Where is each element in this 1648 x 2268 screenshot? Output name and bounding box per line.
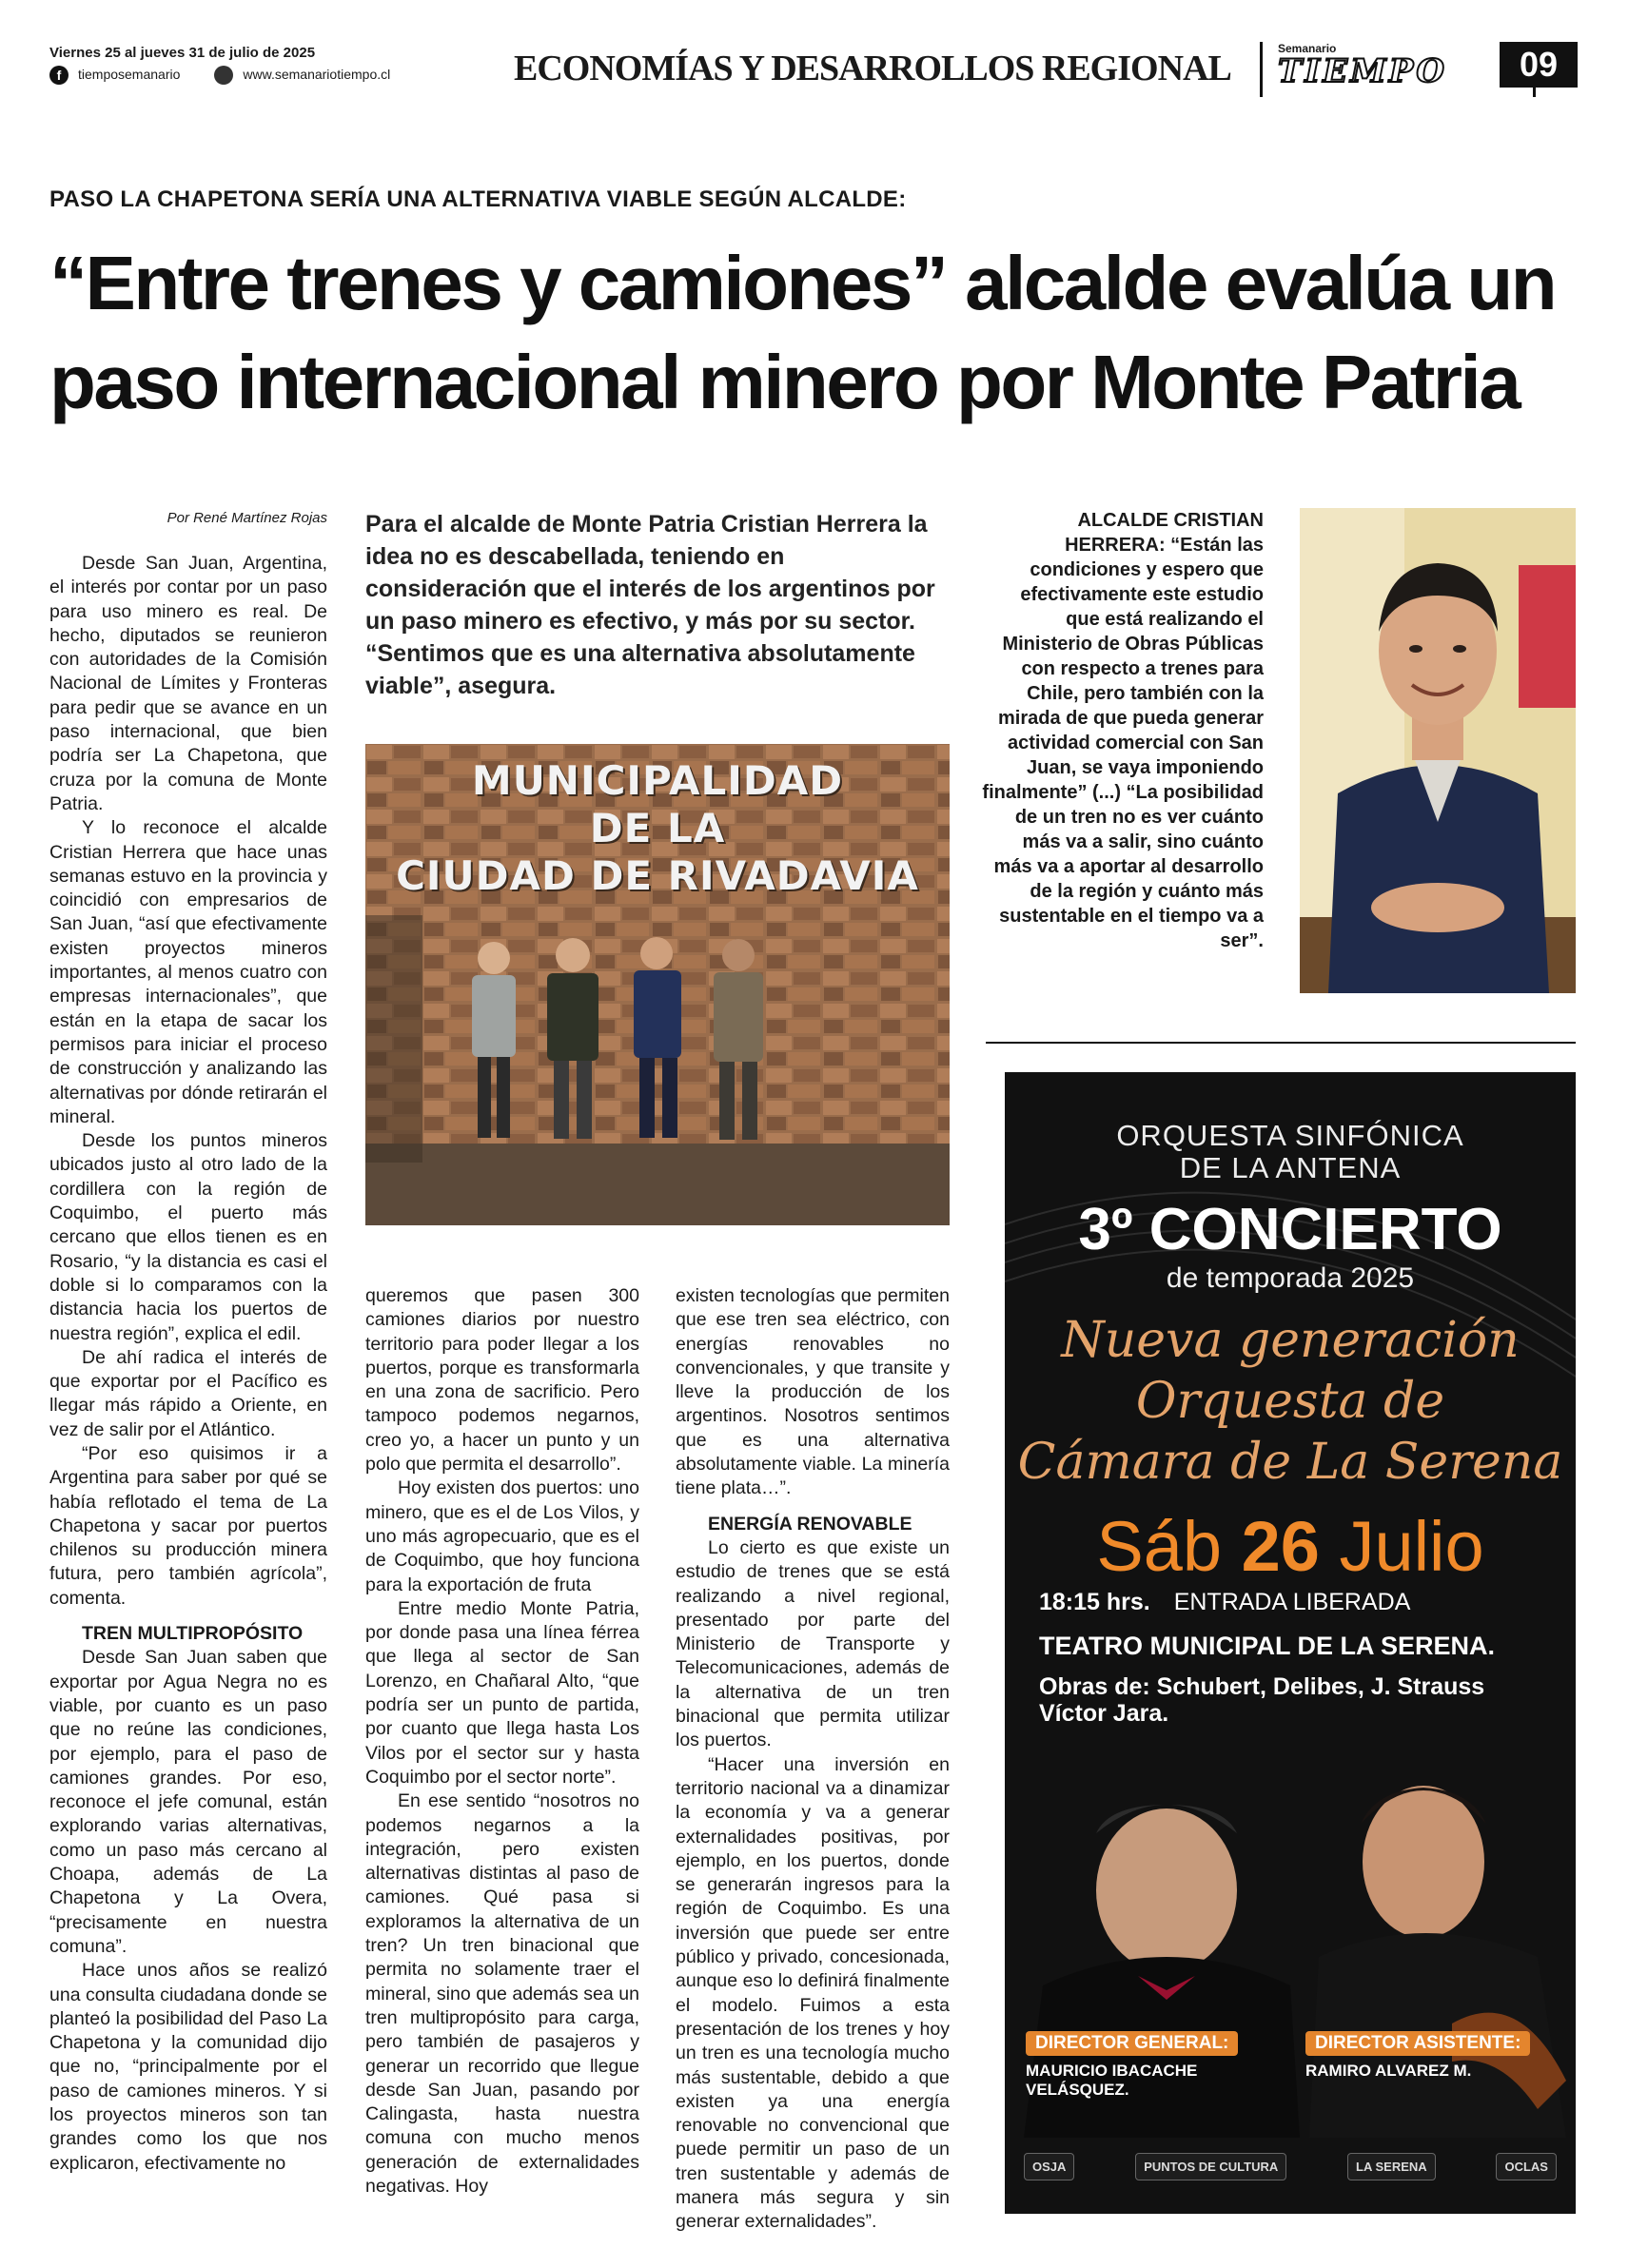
article-column-2 (365, 1284, 639, 2199)
subheading: TREN MULTIPROPÓSITO (82, 1623, 304, 1645)
sponsor-logo-la-serena: LA SERENA (1347, 2153, 1436, 2180)
page-number: 09 (1500, 42, 1578, 88)
director-name: MAURICIO IBACACHE VELÁSQUEZ. (1026, 2062, 1198, 2099)
section-title: ECONOMÍAS Y DESARROLLOS REGIONAL (514, 49, 1231, 88)
ad-season: de temporada 2025 (1166, 1262, 1415, 1294)
ad-day: Sáb (1096, 1507, 1223, 1586)
byline: Por René Martínez Rojas (167, 510, 327, 526)
mayor-portrait (1300, 508, 1576, 993)
brand-logo (1260, 42, 1536, 97)
paragraph: Hace unos años se realizó una consulta ciudadana donde se planteó la posibilidad del Paso La Chapetona y la comunidad dijo que no, “principalmente por el paso de camiones mineros. Y si los proyectos mineros son tan grandes como los que nos explicaron, efectivamente no (49, 1960, 327, 2174)
paragraph: queremos que pasen 300 camiones diarios por nuestro territorio para poder llegar a los puertos, porque es transformarla en una zona de sacrificio. Pero tampoco podemos negarnos, creo yo, a hacer un punto y un polo que permita el desarrollo”. (365, 1285, 639, 1476)
sponsor-logo-osja: OSJA (1024, 2153, 1074, 2180)
paragraph: Desde San Juan, Argentina, el interés por contar por un paso para uso minero es real. De hecho, diputados se reunieron con autoridades de la Comisión Nacional de Límites y Fronteras para pedir que se avance en un paso internacional, que bien podría ser La Chapetona, que cruza por la comuna de Monte Patria. (49, 553, 327, 814)
sponsor-logos (1024, 2138, 1557, 2195)
brand-name: TIEMPO (1278, 52, 1447, 90)
ad-time: 18:15 hrs. (1039, 1589, 1150, 1615)
ad-concert-title: 3º CONCIERTO (1078, 1197, 1502, 1262)
concert-advertisement[interactable] (1005, 1072, 1576, 2214)
paragraph: existen tecnologías que permiten que ese tren sea eléctrico, con energías renovables no convencionales, y que transite y lleve la producción de los argentinos. Nosotros sentimos que es una alternativa absolutamente viable. La minería tiene plata…”. (676, 1285, 950, 1499)
article-kicker: PASO LA CHAPETONA SERÍA UNA ALTERNATIVA VIABLE SEGÚN ALCALDE: (49, 186, 907, 212)
website-link[interactable]: www.semanariotiempo.cl (243, 67, 391, 82)
brand-small: Semanario (1278, 42, 1337, 55)
paragraph: “Por eso quisimos ir a Argentina para saber por qué se había reflotado el tema de La Chapetona y sacar por puertos chilenos su producción minera futura, pero también agrícola”, comenta. (49, 1442, 327, 1609)
paragraph: Lo cierto es que existe un estudio de trenes que se está realizando a nivel regional, presentado por parte del Ministerio de Transporte y Telecomunicaciones, además de la alternativa de un tren binacional que permita utilizar los puertos. (676, 1536, 950, 1751)
ad-line: DE LA ANTENA (1179, 1151, 1402, 1184)
facebook-handle: tiemposemanario (78, 67, 181, 82)
mayor-quote: ALCALDE CRISTIAN HERRERA: “Están las condiciones y espero que efectivamente este estudio que está realizando el Ministerio de Obras Públicas con respecto a trenes para Chile, pero también con la mirada de que pueda generar actividad comercial con San Juan, se vaya imponiendo finalmente” (...) “La posibilidad de un tren no es ver cuánto más va a salir, sino cuánto más va a aportar al desarrollo de la región y cuánto más sustentable en el tiempo va a ser”. (982, 510, 1264, 951)
ad-assistant (1305, 2031, 1530, 2081)
paragraph: “Hacer una inversión en territorio nacional va a dinamizar la economía y va a generar externalidades positivas, por ejemplo, en los puertos, donde se generarán ingresos para la región de Coquimbo. Es una inversión que puede ser entre público y privado, concesionada, aunque eso lo definirá finalmente el modelo. Fuimos a esta presentación de los trenes y hoy un tren es una tecnología mucho más sustentable, debido a que existen ya una energía renovable no convencional que puede permitir un paso de un tren sustentable y además de manera más segura y sin generar externalidades”. (676, 1753, 950, 2233)
page-header (49, 42, 1578, 97)
website-icon (214, 66, 233, 85)
paragraph: De ahí radica el interés de que exportar por el Pacífico es llegar más rápido a Oriente, en vez de salir por el Atlántico. (49, 1346, 327, 1440)
article-column-1 (49, 552, 327, 2176)
ad-month: Julio (1339, 1507, 1484, 1586)
group-photo (365, 744, 950, 1225)
ad-script-title (1005, 1310, 1576, 1493)
ad-director (1026, 2031, 1254, 2100)
paragraph: En ese sentido “nosotros no podemos negarnos a la integración, pero existen alternativas distintas al paso de camiones. Qué pasa si exploramos la alternativa de un tren? Un tren binacional que permita no solamente traer el mineral, sino que además sea un tren multipropósito para carga, pero también de pasajeros y generar un recorrido que llegue desde San Juan, pasando por Calingasta, hasta nuestra comuna con mucho menos generación de externalidades negativas. Hoy (365, 1790, 639, 2197)
sponsor-logo-puntos-cultura: PUNTOS DE CULTURA (1135, 2153, 1286, 2180)
issue-date: Viernes 25 al jueves 31 de julio de 2025 (49, 45, 316, 61)
sponsor-logo-oclas: OCLAS (1496, 2153, 1557, 2180)
ad-details (1039, 1586, 1553, 1727)
ad-day-number: 26 (1241, 1507, 1320, 1586)
paragraph: Desde los puntos mineros ubicados justo al otro lado de la cordillera con la región de Coquimbo, el puerto más cercano que ellos tienen es en Rosario, “y la distancia es casi el doble si lo comparamos con la distancia hacia los puertos de nuestra región”, explica el edil. (49, 1130, 327, 1344)
ad-date (1005, 1506, 1576, 1587)
assistant-label: DIRECTOR ASISTENTE: (1305, 2031, 1530, 2056)
script-line: Cámara de La Serena (1017, 1434, 1563, 1491)
sign-line: DE LA (589, 805, 726, 851)
paragraph: Hoy existen dos puertos: uno minero, que es el de Los Vilos, y uno más agropecuario, que es el de Coquimbo, que hoy funciona para la exportación de fruta (365, 1477, 639, 1595)
article-column-3 (676, 1284, 950, 2235)
ad-entry: ENTRADA LIBERADA (1173, 1589, 1411, 1615)
divider (986, 1042, 1576, 1044)
script-line: Nueva generación (1061, 1312, 1520, 1369)
assistant-figure (1309, 1786, 1566, 2138)
ad-orchestra-name (1005, 1120, 1576, 1184)
paragraph: Desde San Juan saben que exportar por Agua Negra no es viable, por cuanto es un paso que no reúne las condiciones, por ejemplo, para el paso de camiones grandes. Por eso, reconoce el jefe comunal, están explorando varias alternativas, como un paso más cercano al Choapa, además de La Chapetona y La Overa, “precisamente en nuestra comuna”. (49, 1647, 327, 1957)
director-label: DIRECTOR GENERAL: (1026, 2031, 1238, 2056)
ad-line: ORQUESTA SINFÓNICA (1116, 1119, 1464, 1152)
mayor-portrait-illustration (1300, 508, 1576, 993)
sign-line: MUNICIPALIDAD (471, 757, 844, 804)
article-lead: Para el alcalde de Monte Patria Cristian Herrera la idea no es descabellada, teniendo en consideración que el interés de los argentinos por un paso minero es efectivo, y más por su sector. “Sentimos que es una alternativa absolutamente viable”, asegura. (365, 511, 935, 699)
header-meta (49, 42, 449, 86)
ad-works: Obras de: Schubert, Delibes, J. Strauss Víctor Jara. (1039, 1673, 1485, 1727)
paragraph: Y lo reconoce el alcalde Cristian Herrera que hace unas semanas estuvo en la provincia y coincidió con empresarios de San Juan, “así que efectivamente existen proyectos mineros importantes, al menos cuatro con empresas internacionales”, que están en la etapa de sacar los permisos para iniciar el proceso de construcción y analizando las alternativas por dónde retirarán el mineral. (49, 817, 327, 1127)
ad-theater: TEATRO MUNICIPAL DE LA SERENA. (1039, 1632, 1496, 1660)
paragraph: Entre medio Monte Patria, por donde pasa una línea férrea que llega al sector de San Lorenzo, en Chañaral Alto, “que podría ser un punto de partida, por cuanto que llega hasta Los Vilos por el sector sur y hasta Coquimbo por el sector norte”. (365, 1597, 639, 1788)
script-line: Orquesta de (1135, 1373, 1445, 1430)
assistant-name: RAMIRO ALVAREZ M. (1305, 2062, 1472, 2080)
subheading: ENERGÍA RENOVABLE (708, 1513, 912, 1535)
municipal-sign (365, 757, 950, 900)
sign-line: CIUDAD DE RIVADAVIA (396, 852, 919, 899)
article-headline: “Entre trenes y camiones” alcalde evalúa un paso internacional minero por Monte Patria (49, 241, 1556, 424)
facebook-icon: f (49, 66, 69, 85)
